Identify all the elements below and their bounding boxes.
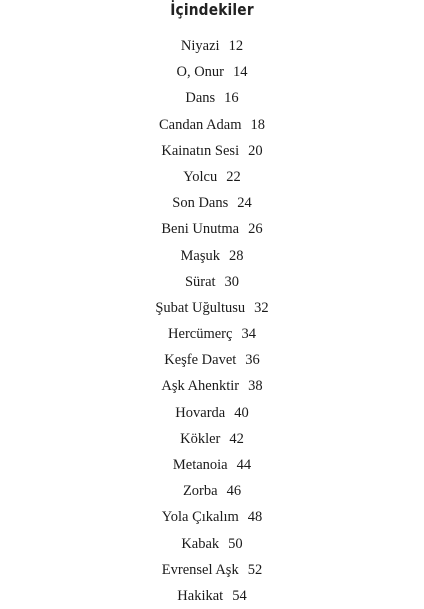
toc-entry-title: Keşfe Davet: [164, 352, 237, 369]
toc-entry-title: Hakikat: [177, 587, 224, 604]
toc-entry-page-number: 34: [241, 326, 256, 343]
toc-entry: [0, 164, 424, 190]
toc-entry-page-number: 44: [236, 457, 252, 473]
toc-entry-page-number: 24: [237, 195, 252, 212]
toc-entry: [0, 452, 424, 478]
toc-entry-page-number: 48: [247, 509, 263, 526]
toc-entry: [0, 33, 424, 59]
toc-entry-page-number: 36: [245, 352, 260, 369]
toc-entry: [0, 426, 424, 452]
toc-entry: [0, 373, 424, 399]
toc-entry: [0, 138, 424, 164]
toc-entry-title: Metanoia: [172, 457, 228, 473]
toc-entry-title: Candan Adam: [158, 116, 242, 133]
toc-entry-title: Yola Çıkalım: [161, 509, 239, 526]
toc-entry-title: Kabak: [181, 535, 220, 552]
toc-entry-title: Son Dans: [172, 195, 229, 212]
toc-entry-title: Evrensel Aşk: [161, 561, 239, 578]
toc-entry-page-number: 26: [248, 221, 263, 238]
toc-entry: [0, 59, 424, 85]
toc-entry: [0, 531, 424, 557]
toc-entry: [0, 504, 424, 530]
toc-entry: [0, 478, 424, 504]
toc-entry-title: O, Onur: [176, 64, 225, 81]
page-title: İçindekiler: [170, 0, 254, 19]
toc-entry-title: Yolcu: [183, 168, 218, 185]
toc-entry-title: Şubat Uğultusu: [155, 299, 246, 316]
toc-entry-page-number: 46: [226, 483, 242, 500]
toc-entry-page-number: 52: [247, 561, 263, 578]
toc-entry-title: Hercümerç: [168, 326, 233, 343]
toc-entry-page-number: 16: [224, 90, 239, 107]
toc-entry-title: Kökler: [180, 430, 221, 447]
toc-entry-title: Maşuk: [180, 247, 220, 264]
toc-entry-page-number: 30: [224, 273, 240, 290]
toc-entry-page-number: 22: [226, 168, 241, 185]
toc-entry-title: Hovarda: [175, 404, 226, 421]
toc-entry: [0, 400, 424, 426]
toc-entry-title: Sürat: [184, 273, 216, 290]
toc-entry-page-number: 50: [228, 535, 243, 552]
toc-entry-page-number: 40: [234, 404, 249, 421]
toc-entry: [0, 112, 424, 138]
toc-entry-title: Aşk Ahenktir: [161, 378, 240, 395]
toc-list: [0, 33, 424, 609]
toc-entry-page-number: 12: [228, 38, 244, 54]
toc-entry-page-number: 42: [229, 430, 244, 447]
toc-entry-page-number: 18: [250, 116, 266, 133]
toc-entry-page-number: 20: [248, 142, 263, 159]
toc-entry: [0, 269, 424, 295]
toc-entry-page-number: 28: [228, 247, 244, 264]
toc-entry: [0, 243, 424, 269]
toc-entry-title: Beni Unutma: [161, 221, 240, 238]
toc-entry: [0, 295, 424, 321]
toc-entry-page-number: 14: [233, 64, 248, 81]
toc-entry-page-number: 32: [254, 299, 269, 316]
toc-entry: [0, 347, 424, 373]
toc-entry: [0, 85, 424, 111]
toc-entry: [0, 557, 424, 583]
toc-entry: [0, 583, 424, 609]
toc-entry: [0, 321, 424, 347]
toc-entry: [0, 216, 424, 242]
toc-entry-page-number: 54: [232, 587, 247, 604]
toc-entry-title: Zorba: [182, 483, 218, 500]
toc-entry-page-number: 38: [248, 378, 263, 395]
toc-entry-title: Kainatın Sesi: [161, 142, 240, 159]
toc-entry: [0, 190, 424, 216]
toc-entry-title: Dans: [185, 90, 216, 107]
toc-entry-title: Niyazi: [180, 38, 220, 54]
